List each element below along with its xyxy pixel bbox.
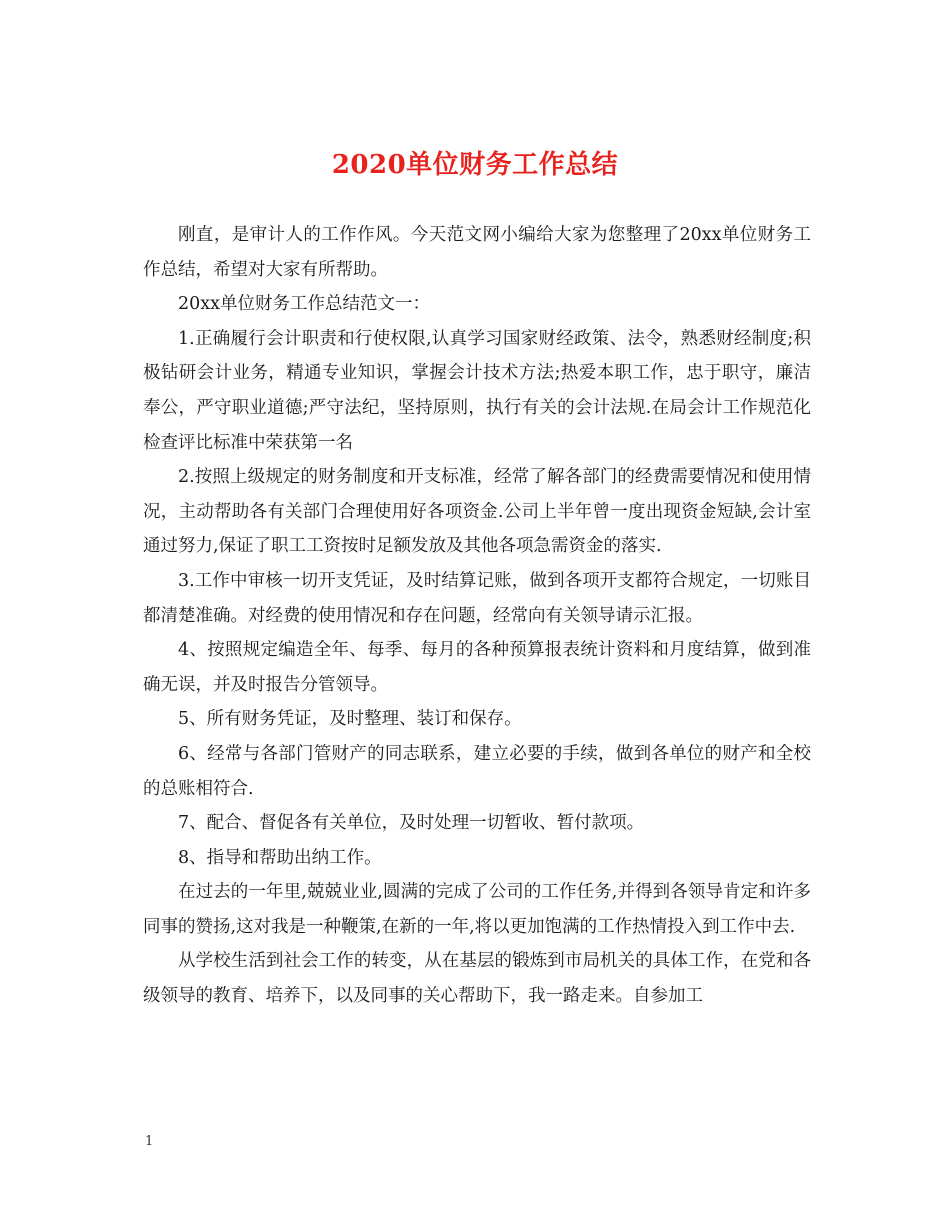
paragraph: 6、经常与各部门管财产的同志联系，建立必要的手续，做到各单位的财产和全校的总账相符合. (143, 743, 811, 799)
page-number: 1 (145, 1134, 154, 1149)
document-title: 2020单位财务工作总结 (331, 150, 619, 180)
document-body (143, 218, 811, 1014)
paragraph: 3.工作中审核一切开支凭证，及时结算记账，做到各项开支都符合规定，一切账目都清楚准确。对经费的使用情况和存在问题，经常向有关领导请示汇报。 (143, 570, 811, 626)
paragraph: 8、指导和帮助出纳工作。 (178, 847, 382, 868)
paragraph: 4、按照规定编造全年、每季、每月的各种预算报表统计资料和月度结算，做到准确无误，并及时报告分管领导。 (143, 640, 811, 695)
paragraph: 7、配合、督促各有关单位，及时处理一切暂收、暂付款项。 (178, 813, 645, 834)
paragraph: 20xx单位财务工作总结范文一： (178, 294, 431, 315)
paragraph: 刚直，是审计人的工作作风。今天范文网小编给大家为您整理了20xx单位财务工作总结，希望对大家有所帮助。 (143, 225, 811, 280)
paragraph: 5、所有财务凭证，及时整理、装订和保存。 (178, 709, 522, 730)
paragraph: 1.正确履行会计职责和行使权限,认真学习国家财经政策、法令，熟悉财经制度;积极钻研会计业务，精通专业知识，掌握会计技术方法;热爱本职工作，忠于职守，廉洁奉公，严守职业道德;严守法纪，坚持原则，执行有关的会计法规.在局会计工作规范化检查评比标准中荣获第一名 (143, 328, 811, 453)
paragraph: 2.按照上级规定的财务制度和开支标准，经常了解各部门的经费需要情况和使用情况，主动帮助各有关部门合理使用好各项资金.公司上半年曾一度出现资金短缺,会计室通过努力,保证了职工工资按时足额发放及其他各项急需资金的落实. (143, 467, 811, 557)
paragraph: 在过去的一年里,兢兢业业,圆满的完成了公司的工作任务,并得到各领导肯定和许多同事的赞扬,这对我是一种鞭策,在新的一年,将以更加饱满的工作热情投入到工作中去. (143, 882, 811, 937)
paragraph: 从学校生活到社会工作的转变，从在基层的锻炼到市局机关的具体工作，在党和各级领导的教育、培养下，以及同事的关心帮助下，我一路走来。自参加工 (143, 951, 811, 1007)
